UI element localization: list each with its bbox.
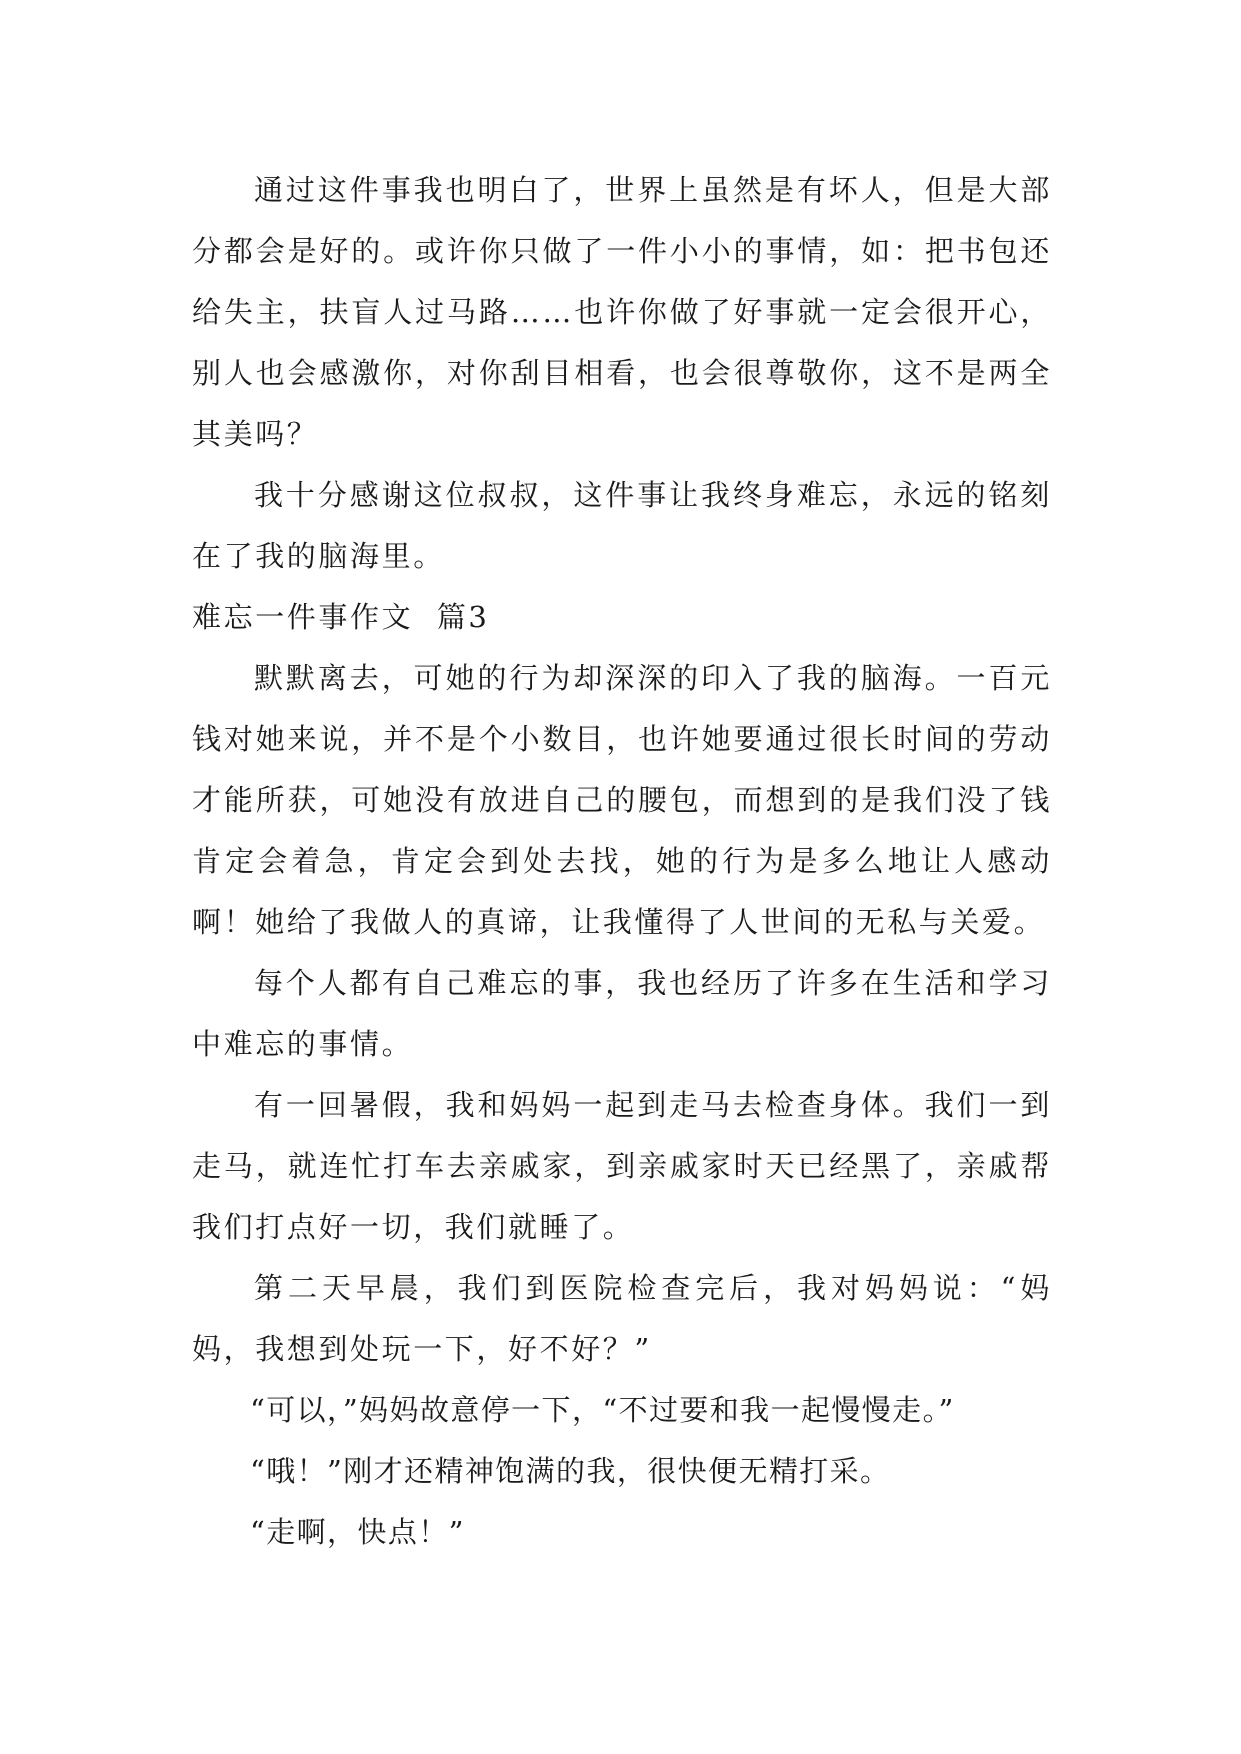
paragraph: 有一回暑假，我和妈妈一起到走马去检查身体。我们一到走马，就连忙打车去亲戚家，到亲戚家时天已经黑了，亲戚帮我们打点好一切，我们就睡了。 bbox=[192, 1088, 1052, 1244]
document-page bbox=[192, 160, 1052, 1563]
paragraph: “哦！”刚才还精神饱满的我，很快便无精打采。 bbox=[250, 1454, 891, 1488]
paragraph: 通过这件事我也明白了，世界上虽然是有坏人，但是大部分都会是好的。或许你只做了一件小小的事情，如：把书包还给失主，扶盲人过马路……也许你做了好事就一定会很开心，别人也会感激你，对你刮目相看，也会很尊敬你，这不是两全其美吗？ bbox=[192, 173, 1052, 451]
section-heading: 难忘一件事作文 篇3 bbox=[192, 600, 490, 634]
paragraph: “可以，”妈妈故意停一下，“不过要和我一起慢慢走。” bbox=[250, 1393, 955, 1427]
paragraph: 默默离去，可她的行为却深深的印入了我的脑海。一百元钱对她来说，并不是个小数目，也许她要通过很长时间的劳动才能所获，可她没有放进自己的腰包，而想到的是我们没了钱肯定会着急，肯定会到处去找，她的行为是多么地让人感动啊！她给了我做人的真谛，让我懂得了人世间的无私与关爱。 bbox=[192, 661, 1052, 939]
paragraph: 第二天早晨，我们到医院检查完后，我对妈妈说：“妈妈，我想到处玩一下，好不好？” bbox=[192, 1271, 1052, 1366]
paragraph: “走啊，快点！” bbox=[250, 1515, 465, 1549]
paragraph: 我十分感谢这位叔叔，这件事让我终身难忘，永远的铭刻在了我的脑海里。 bbox=[192, 478, 1052, 573]
paragraph: 每个人都有自己难忘的事，我也经历了许多在生活和学习中难忘的事情。 bbox=[192, 966, 1052, 1061]
